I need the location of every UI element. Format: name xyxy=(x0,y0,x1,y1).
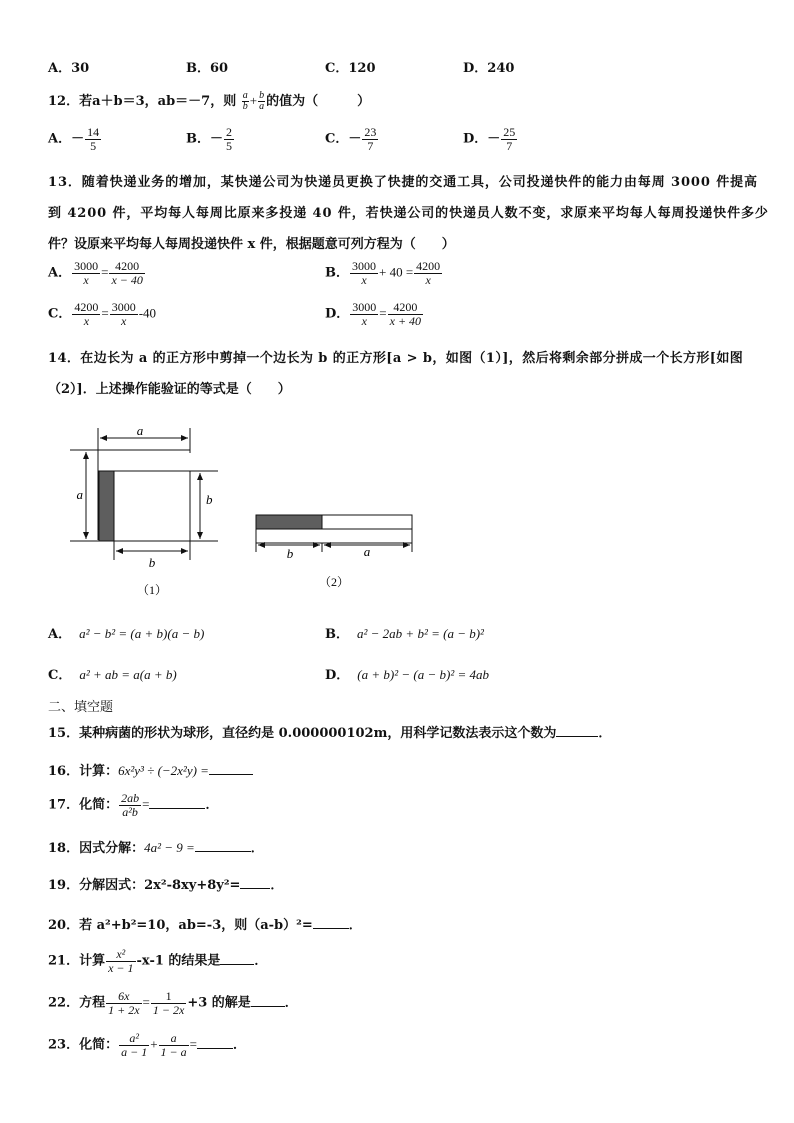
q23-prefix: 23．化简： xyxy=(48,1037,119,1053)
q21-question xyxy=(48,948,267,974)
q12-option-a-num: 14 xyxy=(87,125,100,139)
q17-question xyxy=(48,792,218,818)
q22-ld: 1 + 2x xyxy=(108,1002,140,1017)
q18-prefix: 18．因式分解： xyxy=(48,841,145,856)
q17-fraction xyxy=(119,792,141,818)
q13-d-ld: x xyxy=(361,313,367,328)
q14-option-d-expr: (a + b)² − (a − b)² = 4ab xyxy=(357,667,489,682)
q12-option-c-label: C．－ xyxy=(325,131,362,147)
q23-answer-blank[interactable] xyxy=(197,1047,233,1049)
q17-end: ． xyxy=(205,797,219,813)
q12-option-b-num: 2 xyxy=(226,125,232,139)
q12-fraction-2 xyxy=(258,91,265,113)
q17-den: a²b xyxy=(122,804,138,819)
q12-option-d-label: D．－ xyxy=(463,131,501,147)
q13-option-b xyxy=(325,260,443,286)
q13-option-d-right xyxy=(388,301,423,327)
q13-option-a-left xyxy=(72,260,100,286)
q14-option-d xyxy=(325,664,489,683)
q13-a-rd: x − 40 xyxy=(111,272,143,287)
q21-num: x² xyxy=(106,948,135,962)
q23-end: ． xyxy=(233,1037,247,1053)
q13-a-ld: x xyxy=(83,272,89,287)
fig2-caption: （2） xyxy=(318,575,350,589)
q22-answer-blank[interactable] xyxy=(251,1005,285,1007)
q13-option-d-left xyxy=(350,301,378,327)
fig2-label-a: a xyxy=(363,544,371,559)
q13-c-rn: 3000 xyxy=(111,300,136,314)
q19-end: ． xyxy=(270,878,284,893)
q17-prefix: 17．化简： xyxy=(48,797,119,813)
q12-option-b-fraction xyxy=(224,126,234,152)
q21-fraction xyxy=(106,948,135,974)
q13-a-eq: = xyxy=(101,264,109,280)
q22-prefix: 22．方程 xyxy=(48,995,106,1011)
q11-option-c: C．120 xyxy=(325,61,376,76)
q13-option-c-left xyxy=(72,301,100,327)
q13-d-rd: x + 40 xyxy=(389,313,422,328)
q19-question xyxy=(48,874,283,893)
fig1-arrow xyxy=(197,532,203,539)
q12-frac1-num: a xyxy=(242,89,248,101)
q12-option-d-fraction xyxy=(501,126,517,152)
q14-option-b-label: B． xyxy=(325,627,349,642)
q18-end: ． xyxy=(250,841,264,856)
fig1-shaded-strip xyxy=(99,471,114,541)
q13-a-rn: 4200 xyxy=(109,260,144,274)
q19-prefix: 19．分解因式： xyxy=(48,878,145,893)
q23-plus: + xyxy=(150,1036,158,1052)
q12-option-a-den: 5 xyxy=(90,138,97,153)
q13-option-d xyxy=(325,301,424,327)
q12-option-c xyxy=(325,126,379,152)
q13-d-rn: 4200 xyxy=(388,301,423,315)
q13-b-rn: 4200 xyxy=(416,259,441,273)
q21-tail: -x-1 的结果是 xyxy=(136,953,221,969)
q12-option-b xyxy=(186,126,235,152)
fig1-arrow xyxy=(100,435,107,441)
q13-option-b-left xyxy=(350,260,378,286)
fig1-label-b-right: b xyxy=(206,492,213,507)
q12-option-a-fraction xyxy=(85,126,101,152)
q16-question xyxy=(48,760,253,779)
q12-option-c-den: 7 xyxy=(367,138,374,153)
q22-ln: 6x xyxy=(106,990,141,1004)
q14-figure-2 xyxy=(248,505,428,597)
q23-eq: = xyxy=(189,1036,197,1052)
q21-prefix: 21．计算 xyxy=(48,953,106,969)
fig1-arrow xyxy=(197,473,203,480)
q12-option-b-label: B．－ xyxy=(186,131,223,147)
q13-c-eq: = xyxy=(101,305,109,321)
q16-expression: 6x²y³ ÷ (−2x²y) = xyxy=(118,763,209,778)
q13-option-b-label: B． xyxy=(325,265,349,281)
q22-question xyxy=(48,990,298,1016)
q12-question xyxy=(48,90,370,113)
q11-option-b: B．60 xyxy=(186,61,229,76)
q14-option-c-label: C． xyxy=(48,668,72,683)
q13-option-a-label: A． xyxy=(48,265,72,281)
fig2-shaded-part xyxy=(256,515,322,529)
q12-option-b-den: 5 xyxy=(226,138,232,153)
fig1-arrow xyxy=(83,532,89,539)
fig1-arrow xyxy=(83,452,89,459)
fig1-caption: （1） xyxy=(136,583,168,597)
q22-rn: 1 xyxy=(151,990,186,1004)
q12-option-a-label: A．－ xyxy=(48,131,85,147)
q13-d-eq: = xyxy=(379,305,387,321)
fig2-bottom-row xyxy=(256,529,412,543)
q22-eq: = xyxy=(142,994,150,1010)
q14-option-a-label: A． xyxy=(48,627,72,642)
q13-line-2: 到 4200 件，平均每人每周比原来多投递 40 件，若快递公司的快递员人数不变，求原来平均每人每周投递快件多少 xyxy=(48,206,769,221)
fig2-label-b: b xyxy=(286,546,294,561)
q13-option-c-right xyxy=(110,301,138,327)
q14-option-a xyxy=(48,623,204,642)
q21-den: x − 1 xyxy=(108,960,134,975)
q22-tail: +3 的解是 xyxy=(187,995,251,1011)
fig1-label-a-top: a xyxy=(136,423,144,438)
q21-answer-blank[interactable] xyxy=(220,963,254,965)
q17-answer-blank[interactable] xyxy=(149,807,205,809)
q13-line-3: 件？设原来平均每人每周投递快件 x 件，根据题意可列方程为（ ） xyxy=(48,237,455,252)
q12-option-c-fraction xyxy=(362,126,378,152)
q23-ld: a − 1 xyxy=(121,1044,148,1059)
q12-prefix: 12．若 xyxy=(48,94,93,109)
q14-figure-1 xyxy=(60,418,230,603)
q15-answer-blank[interactable] xyxy=(556,735,598,737)
q14-line-2: （2）]．上述操作能验证的等式是（ ） xyxy=(48,382,291,397)
q13-b-ln: 3000 xyxy=(352,259,376,273)
q13-c-rd: x xyxy=(121,313,127,328)
q23-ln: a² xyxy=(119,1032,149,1046)
q12-option-d-num: 25 xyxy=(503,125,516,139)
q12-option-d-den: 7 xyxy=(506,138,513,153)
q23-rn: a xyxy=(159,1032,189,1046)
q13-c-ln: 4200 xyxy=(74,300,99,314)
q22-right-fraction xyxy=(151,990,186,1016)
q13-option-c-label: C． xyxy=(48,306,72,322)
q22-rd: 1 − 2x xyxy=(152,1002,185,1017)
q18-answer-blank[interactable] xyxy=(195,850,251,852)
q18-question xyxy=(48,837,264,856)
q12-frac2-num: b xyxy=(259,89,265,101)
q12-plus: + xyxy=(249,93,258,108)
q14-option-a-expr: a² − b² = (a + b)(a − b) xyxy=(79,626,205,641)
fig2-white-part xyxy=(322,515,412,529)
fig1-arrow xyxy=(181,435,188,441)
q12-option-a xyxy=(48,126,102,152)
q17-eq: = xyxy=(142,796,150,812)
q13-option-a-right xyxy=(109,260,144,286)
q14-option-c xyxy=(48,664,177,683)
section-title-fill-in: 二、填空题 xyxy=(48,700,114,715)
q13-c-ld: x xyxy=(83,313,90,328)
q22-end: ． xyxy=(284,995,298,1011)
q20-answer-blank[interactable] xyxy=(313,927,349,929)
q15-question xyxy=(48,722,611,741)
q11-option-d: D．240 xyxy=(463,61,515,76)
q13-option-a xyxy=(48,260,146,286)
q20-text: 20．若 a²+b²=10，ab=-3，则（a-b）²= xyxy=(48,918,313,933)
q19-expression: 2x²-8xy+8y²= xyxy=(144,878,241,893)
q14-line-1: 14．在边长为 a 的正方形中剪掉一个边长为 b 的正方形[a > b，如图（1）]，然后将剩余部分拼成一个长方形[如图 xyxy=(48,351,744,366)
q13-d-ln: 3000 xyxy=(352,300,377,314)
fig1-arrow xyxy=(116,548,123,554)
q13-c-tail: -40 xyxy=(138,305,157,321)
q13-option-d-label: D． xyxy=(325,306,350,322)
q17-num: 2ab xyxy=(121,791,140,805)
q23-right-fraction xyxy=(159,1032,189,1058)
q14-option-c-expr: a² + ab = a(a + b) xyxy=(79,667,177,682)
q16-answer-blank[interactable] xyxy=(209,773,253,775)
q13-b-mid: + 40 = xyxy=(379,264,414,280)
q12-option-c-num: 23 xyxy=(364,125,377,139)
q21-end: ． xyxy=(254,953,268,969)
q12-condition: a＋b＝3，ab＝－7，则 xyxy=(92,94,237,109)
q14-option-b-expr: a² − 2ab + b² = (a − b)² xyxy=(357,626,484,641)
fig1-arrow xyxy=(181,548,188,554)
q13-b-ld: x xyxy=(361,272,367,287)
q13-option-c xyxy=(48,301,156,327)
q16-prefix: 16．计算： xyxy=(48,764,119,779)
q19-answer-blank[interactable] xyxy=(240,887,270,889)
q15-text: 15．某种病菌的形状为球形，直径约是 0.000000102m，用科学记数法表示这个数为 xyxy=(48,726,557,741)
q23-rd: 1 − a xyxy=(160,1044,187,1059)
fig1-label-b-bottom: b xyxy=(148,555,156,570)
q20-question xyxy=(48,914,362,933)
q18-expression: 4a² − 9 = xyxy=(144,840,195,855)
q13-b-rd: x xyxy=(425,272,431,287)
q11-option-a: A．30 xyxy=(48,61,90,76)
q12-frac2-den: a xyxy=(259,101,265,112)
q12-suffix: 的值为（ ） xyxy=(266,94,371,109)
fig1-label-a-left: a xyxy=(76,487,83,502)
q14-option-b xyxy=(325,623,484,642)
q22-left-fraction xyxy=(106,990,141,1016)
q23-left-fraction xyxy=(119,1032,149,1058)
q13-option-b-right xyxy=(414,260,442,286)
q12-option-d xyxy=(463,126,518,152)
q13-line-1: 13．随着快递业务的增加，某快递公司为快递员更换了快捷的交通工具，公司投递快件的能力由每周 3000 件提高 xyxy=(48,175,758,190)
q12-frac1-den: b xyxy=(242,101,248,112)
q20-end: ． xyxy=(348,918,362,933)
q14-option-d-label: D． xyxy=(325,668,350,683)
q15-end: ． xyxy=(598,726,612,741)
q23-question xyxy=(48,1032,246,1058)
q12-fraction-1 xyxy=(242,91,249,113)
q13-a-ln: 3000 xyxy=(74,259,99,273)
